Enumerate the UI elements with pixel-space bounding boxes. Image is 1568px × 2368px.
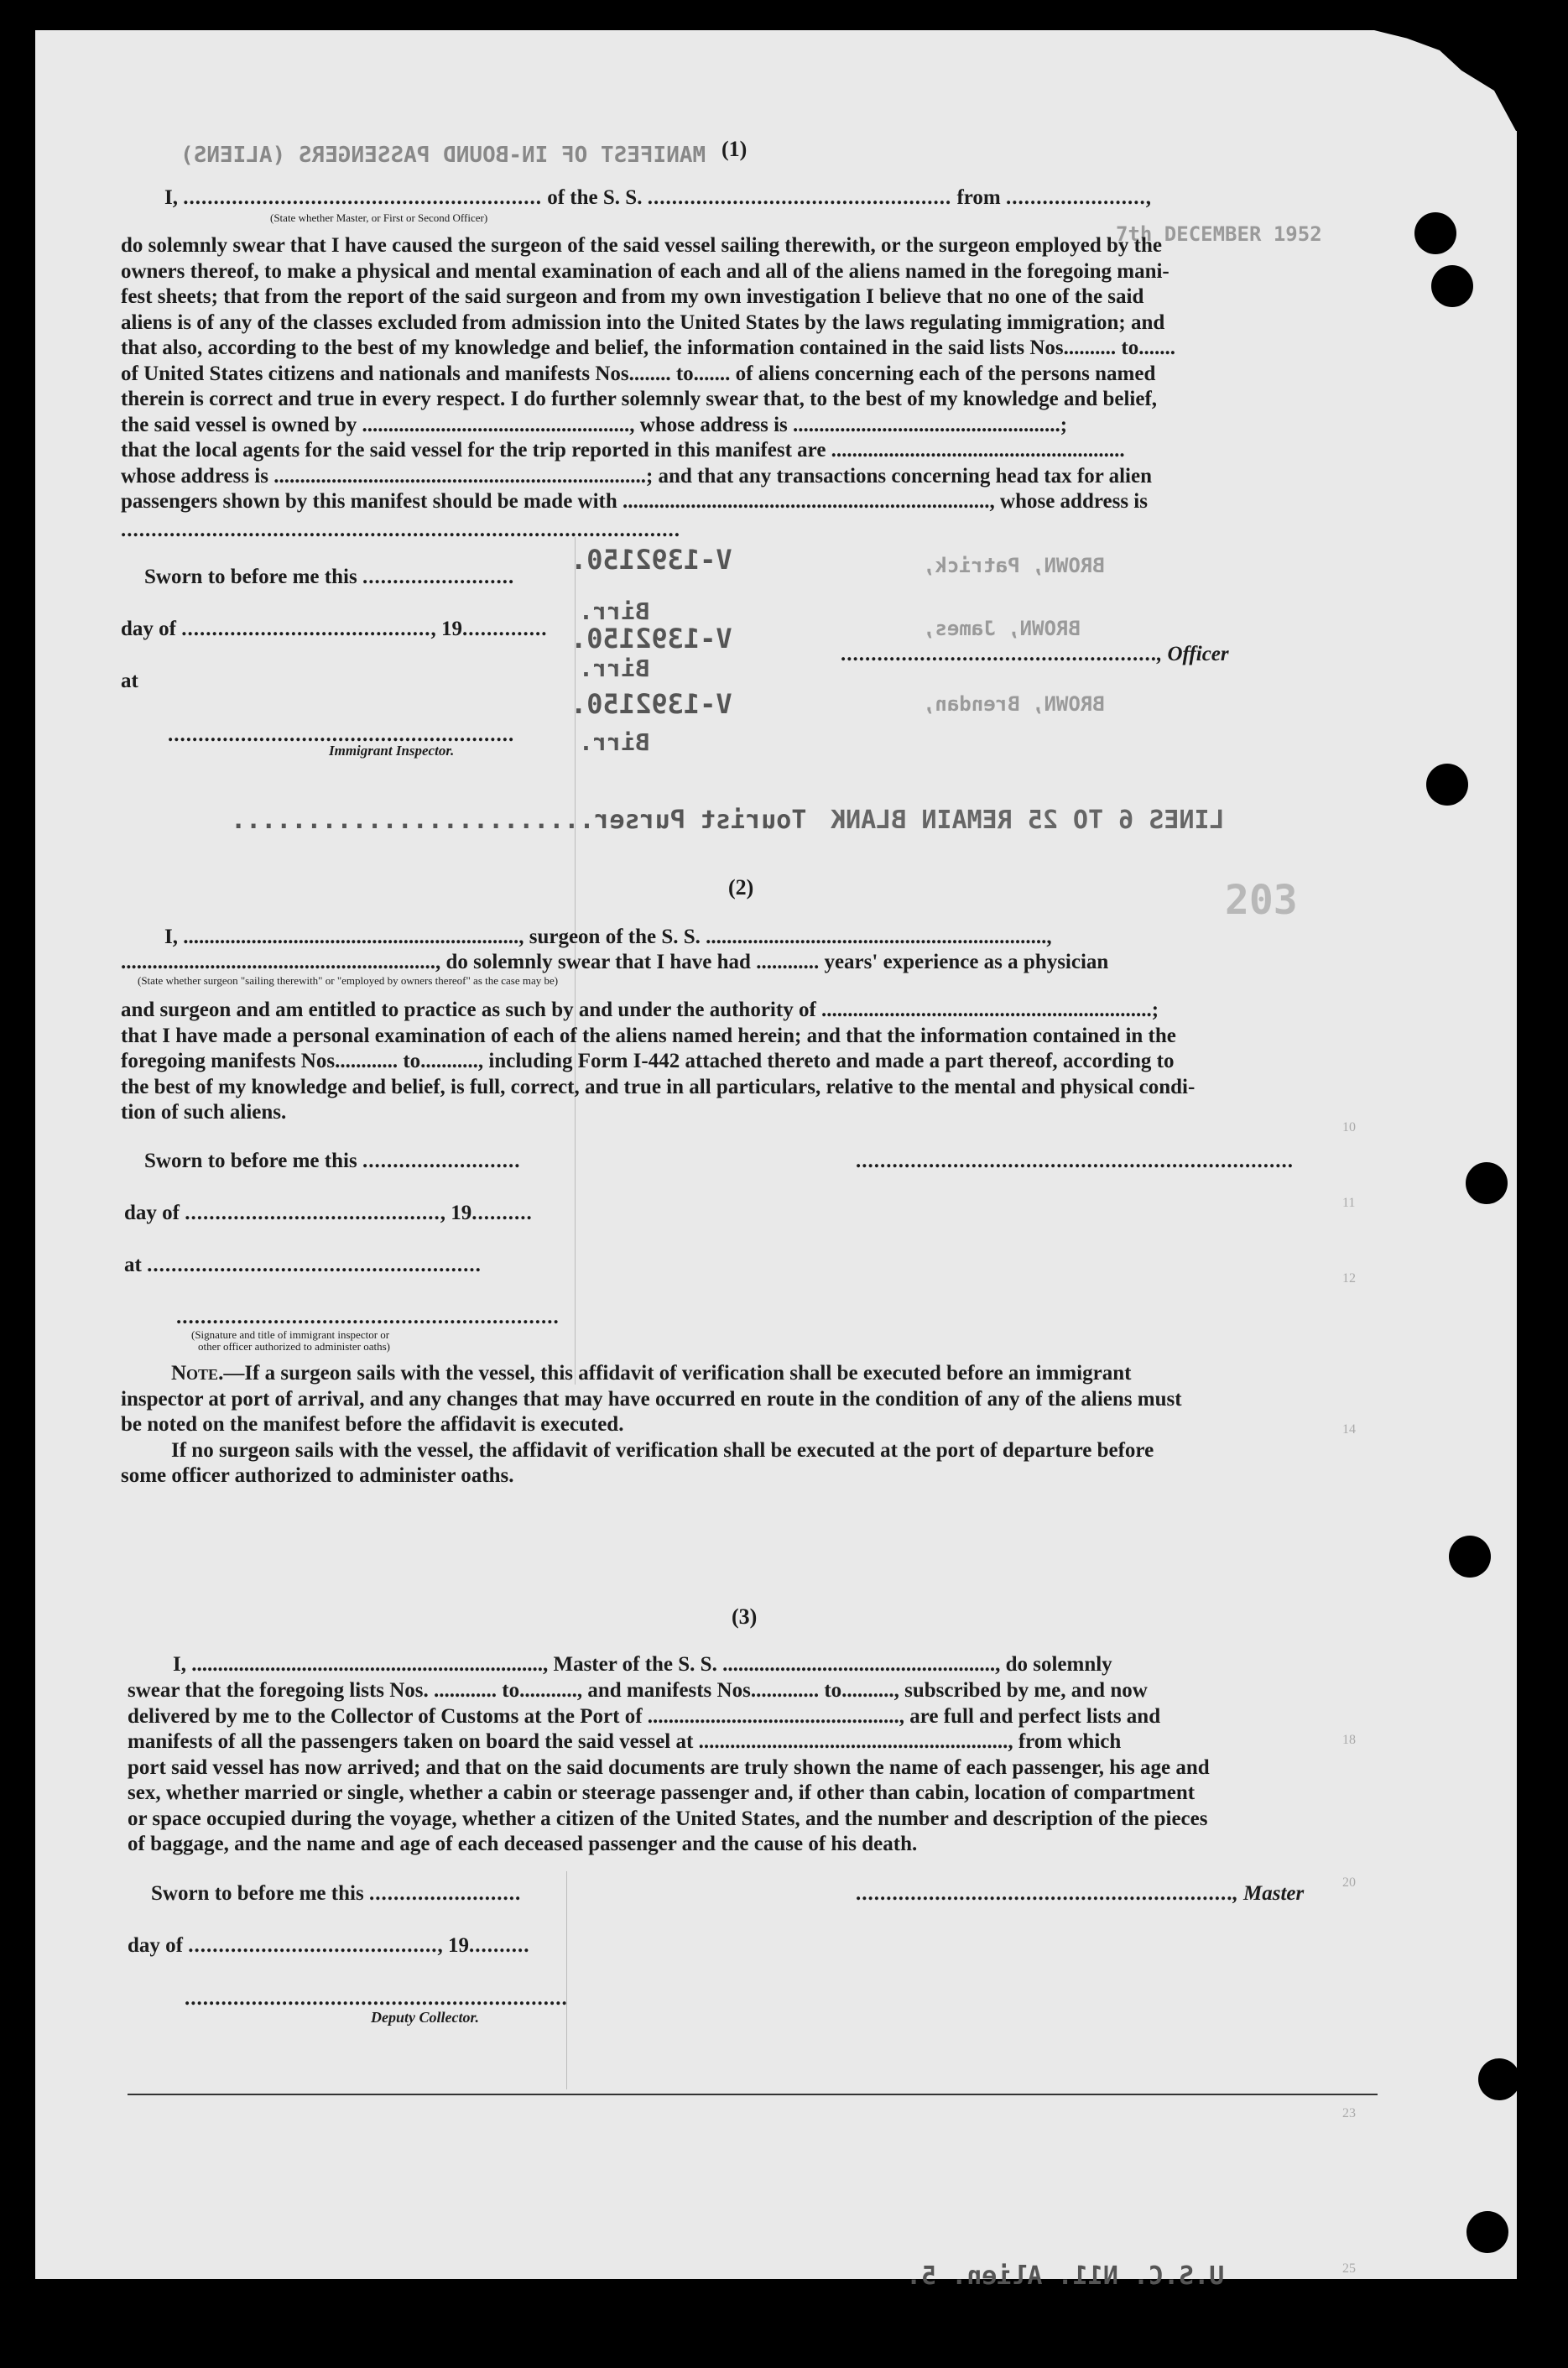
oath-line: foregoing manifests Nos............ to..........., including Form I-442 attached thereto and made a part thereof, according to (121, 1050, 1175, 1072)
day-label: day of (121, 618, 176, 640)
oath-i: I, (164, 186, 178, 209)
sig-note-1: (Signature and title of immigrant inspector or (191, 1328, 390, 1341)
oath-line: swear that the foregoing lists Nos. ............ to..........., and manifests Nos............. to.........., subscribed by me, and now (128, 1679, 1148, 1702)
stamp-place: Birr. (579, 597, 650, 625)
oath-line: of United States citizens and nationals and manifests Nos........ to....... of aliens concerning each of the persons named (121, 362, 1156, 385)
at-label: at (124, 1254, 142, 1276)
oath-line: the best of my knowledge and belief, is full, correct, and true in all particulars, relative to the mental and physical condi- (121, 1075, 1196, 1098)
punch-hole (1449, 1536, 1491, 1578)
section-2-note (121, 1361, 1373, 1489)
sworn-field: .......................... (362, 1150, 521, 1172)
year-label: , 19 (440, 1202, 472, 1224)
punch-hole (1426, 764, 1468, 806)
ghost-name: BROWN, James, (923, 617, 1081, 640)
section-1-number: (1) (721, 137, 748, 161)
vessel-field: .................................................. (647, 186, 952, 209)
lines-blank-stamp: LINES 6 TO 25 REMAIN BLANK (831, 806, 1225, 835)
year-label: , 19 (437, 1934, 469, 1957)
oath-line: tion of such aliens. (121, 1101, 287, 1124)
oath-line: passengers shown by this manifest should be made with ......................................................................, whose address is (121, 490, 1148, 513)
officer-field: ........................................................... (183, 186, 542, 209)
section-2-signature-field: ........................................................................ (856, 1150, 1294, 1172)
section-2-day: day of .........................................., 19.......... (124, 1202, 533, 1224)
stamp-number: V-1392150. (570, 623, 732, 655)
from-field: ......................., (1006, 186, 1152, 209)
section-3-master-sig (856, 1882, 1304, 1906)
line-number: 11 (1342, 1196, 1356, 1210)
purser-stamp: Tourist Purser........................ (231, 806, 807, 835)
officer-label: , Officer (1157, 643, 1229, 665)
oath-line: sex, whether married or single, whether a cabin or steerage passenger and, if other than cabin, location of compartment (128, 1781, 1196, 1804)
sworn-label: Sworn to before me this (144, 566, 357, 588)
ghost-title: MANIFEST OF IN-BOUND PASSENGERS (ALIENS) (180, 143, 706, 168)
line-number: 20 (1342, 1875, 1356, 1890)
note-line: If no surgeon sails with the vessel, the affidavit of verification shall be executed at the port of departure before (171, 1438, 1154, 1462)
ghost-ref: 203 (1225, 877, 1298, 924)
note-line: inspector at port of arrival, and any changes that may have occurred en route in the condition of any of the aliens must (121, 1387, 1182, 1411)
inspector-sig-field: ......................................................... (168, 723, 515, 746)
ghost-name: BROWN, Brendan, (923, 692, 1105, 716)
oath-line: and surgeon and am entitled to practice as such by and under the authority of ...............................................................; (121, 999, 1159, 1021)
oath-line: the said vessel is owned by ..................................................., whose address is ...................................................; (121, 413, 1068, 436)
year-label: , 19 (430, 618, 462, 640)
deputy-sig-field: ............................................................... (185, 1987, 568, 2010)
ghost-name: BROWN, Patrick, (923, 554, 1105, 577)
stamp-place: Birr. (579, 655, 650, 682)
day-field: .......................................... (185, 1202, 440, 1224)
oath-line: that the local agents for the said vessel for the trip reported in this manifest are ........................................................ (121, 439, 1125, 462)
officer-sig-field: .................................................... (841, 643, 1157, 665)
master-label: , Master (1232, 1882, 1305, 1905)
day-label: day of (128, 1934, 183, 1957)
at-field: ....................................................... (147, 1254, 482, 1276)
inspector-label: Immigrant Inspector. (329, 743, 455, 759)
punch-hole (1478, 2058, 1520, 2100)
oath-line: delivered by me to the Collector of Customs at the Port of ................................................, are full and perfect lists and (128, 1704, 1161, 1728)
punch-hole (1414, 212, 1456, 254)
sworn-field: ......................... (362, 566, 515, 588)
section-1-day: day of ........................................., 19.............. (121, 618, 548, 640)
section-1-officer-sig (841, 643, 1229, 666)
section-3-number: (3) (732, 1604, 758, 1629)
oath-line: that also, according to the best of my knowledge and belief, the information contained in the said lists Nos.......... to....... (121, 336, 1175, 359)
divider-line (566, 1871, 567, 2089)
line-number: 12 (1342, 1271, 1356, 1286)
day-field: ......................................... (181, 618, 431, 640)
sworn-label: Sworn to before me this (151, 1882, 364, 1905)
sworn-label: Sworn to before me this (144, 1150, 357, 1172)
section-1-officer-note: (State whether Master, or First or Second Officer) (270, 211, 488, 224)
purser-label: Tourist Purser. (579, 806, 807, 835)
oath-line: of baggage, and the name and age of each deceased passenger and the cause of his death. (128, 1833, 918, 1855)
day-field: ......................................... (188, 1934, 438, 1957)
section-2-sworn (144, 1150, 520, 1173)
stamp-number: V-1392150. (570, 688, 732, 720)
section-3-sworn (151, 1882, 521, 1906)
section-3-line-1: I, ..................................................................., Master of the S. S. ...................................................., do solemnly (173, 1653, 1112, 1676)
section-2-line-2: ............................................................, do solemnly swear that I have had ............ years' experience as a physician (121, 951, 1109, 973)
oath-line: therein is correct and true in every respect. I do further solemnly swear that, to the best of my knowledge and belief, (121, 388, 1158, 410)
section-2-inspector-field: ............................................................... (176, 1306, 560, 1328)
section-2-number: (2) (728, 875, 754, 900)
deputy-label: Deputy Collector. (371, 2009, 479, 2026)
section-2-line-1: I, ................................................................, surgeon of the S. S. ................................................................., (164, 926, 1052, 948)
oath-line: aliens is of any of the classes excluded from admission into the United States by the laws regulating immigration; and (121, 310, 1165, 334)
address-field: ............................................................................................ (121, 519, 680, 541)
from-label: from (956, 186, 1001, 209)
day-label: day of (124, 1202, 180, 1224)
note-line: be noted on the manifest before the affidavit is executed. (121, 1413, 624, 1436)
stamp-place: Birr. (579, 728, 650, 756)
section-1-line-1 (164, 186, 1152, 210)
sig-note-2: other officer authorized to administer oaths) (198, 1340, 390, 1353)
section-3-day: day of ........................................., 19.......... (128, 1934, 530, 1957)
form-id-stamp: U.S.C. N11. Alien. 5. (906, 2261, 1225, 2291)
oath-line: whose address is .......................................................................; and that any transactions concerning head tax for alien (121, 464, 1152, 488)
sworn-field: ......................... (368, 1882, 522, 1905)
oath-line: manifests of all the passengers taken on board the said vessel at ..........................................................., from which (128, 1730, 1122, 1753)
line-number: 23 (1342, 2106, 1356, 2120)
punch-hole (1431, 265, 1473, 307)
line-number: 14 (1342, 1422, 1356, 1437)
oath-line: fest sheets; that from the report of the said surgeon and from my own investigation I believe that no one of the said (121, 285, 1144, 308)
note-text: —If a surgeon sails with the vessel, this affidavit of verification shall be executed before an immigrant (223, 1362, 1132, 1385)
section-1-at (121, 670, 138, 693)
note-label: Note. (171, 1362, 224, 1385)
oath-line: port said vessel has now arrived; and that on the said documents are truly shown the name of each passenger, his age and (128, 1755, 1210, 1779)
oath-line: owners thereof, to make a physical and mental examination of each and all of the aliens named in the foregoing mani- (121, 259, 1169, 283)
section-3-oath-paragraph (128, 1678, 1378, 1858)
oath-line: that I have made a personal examination of each of the aliens named herein; and that the information contained in the (121, 1024, 1176, 1047)
ghost-date: 7th DECEMBER 1952 (1116, 222, 1322, 246)
line-number: 18 (1342, 1733, 1356, 1747)
note-line (121, 1361, 1373, 1387)
oath-line: do solemnly swear that I have caused the surgeon of the said vessel sailing therewith, or the surgeon employed by the (121, 234, 1162, 257)
vessel-label: of the S. S. (547, 186, 643, 209)
at-label: at (121, 670, 138, 692)
master-sig-field: .............................................................. (856, 1882, 1233, 1905)
oath-line: or space occupied during the voyage, whether a citizen of the United States, and the number and description of the pieces (128, 1807, 1208, 1830)
section-2-oath-paragraph (121, 998, 1373, 1126)
note-line: some officer authorized to administer oaths. (121, 1464, 514, 1487)
bottom-rule (128, 2094, 1378, 2095)
section-2-surgeon-note: (State whether surgeon "sailing therewith" or "employed by owners thereof" as the case may be) (138, 974, 559, 987)
line-number: 10 (1342, 1120, 1356, 1134)
stamp-number: V-1392150. (570, 544, 732, 576)
section-1-oath-paragraph (121, 233, 1373, 515)
punch-hole (1466, 2211, 1508, 2253)
section-1-sworn (144, 566, 514, 589)
section-2-at (124, 1254, 482, 1277)
punch-hole (1466, 1162, 1508, 1204)
line-number: 25 (1342, 2261, 1356, 2276)
